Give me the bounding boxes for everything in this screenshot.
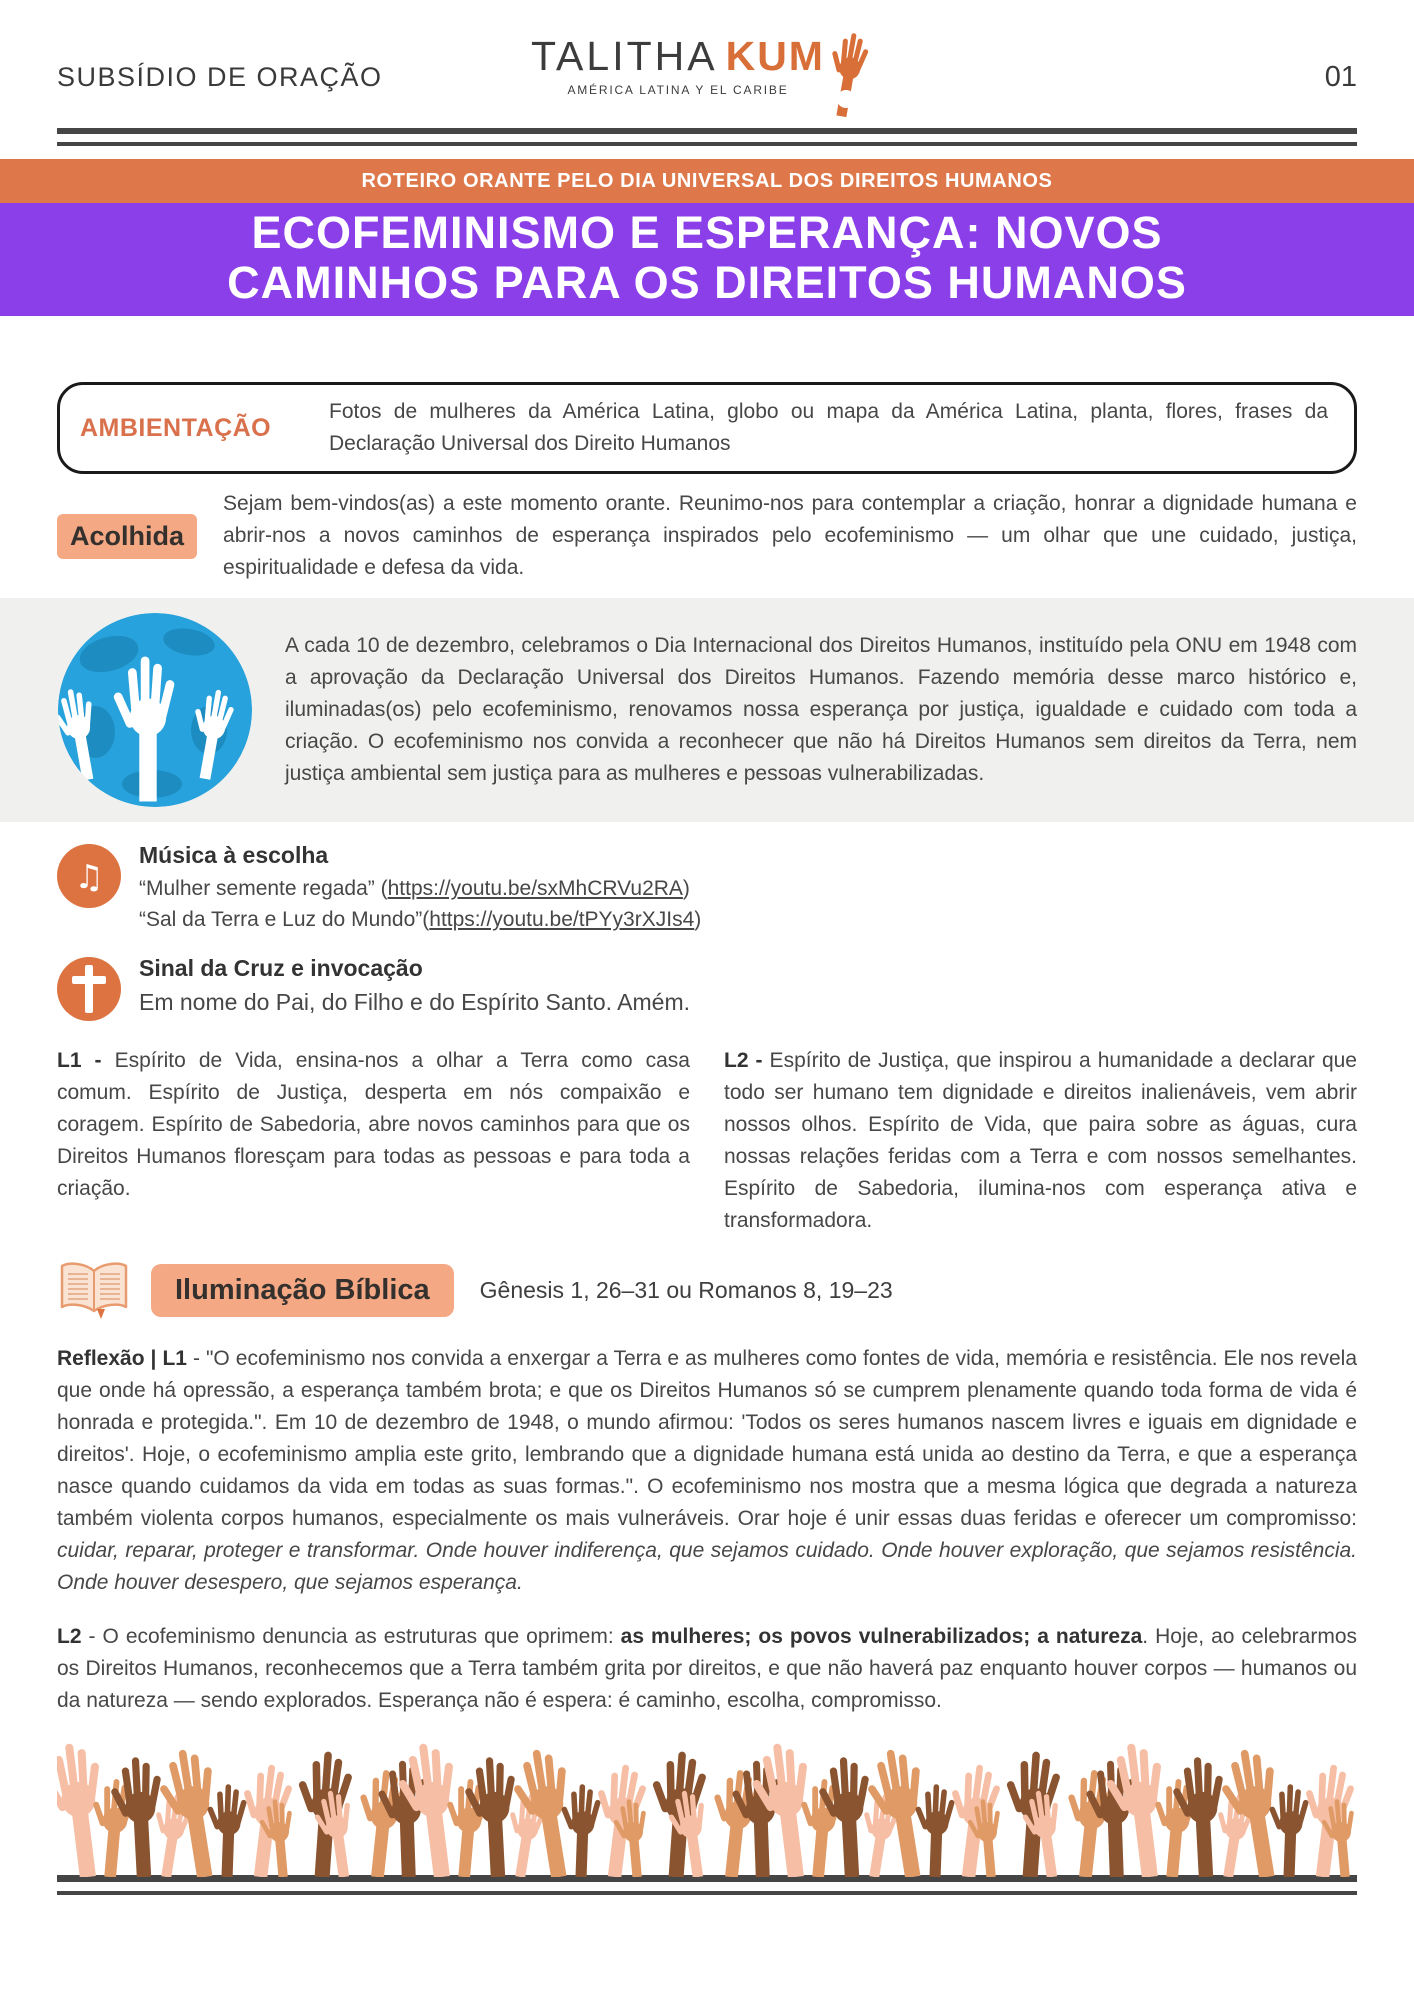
intro-text: A cada 10 de dezembro, celebramos o Dia Internacional dos Direitos Humanos, instituído pela ONU em 1948 com a aprovação da Declaração Universal dos Direitos Humanos. Fazendo memória desse marco histórico e, iluminadas(os) pelo ecofeminismo, renovamos nossa esperança por justiça, igualdade e cuidado com toda a criação. O ecofeminismo nos convida a reconhecer que não há Direitos Humanos sem direitos da Terra, nem justiça ambiental sem justiça para as mulheres e pessoas vulnerabilizadas. (285, 634, 1357, 785)
sign-of-cross-title: Sinal da Cruz e invocação (139, 955, 423, 981)
illumination-label: Iluminação Bíblica (151, 1264, 454, 1317)
l2-final-label: L2 (57, 1625, 82, 1648)
invocation-l1-text: Espírito de Vida, ensina-nos a olhar a Terra como casa comum. Espírito de Justiça, desperta em nós compaixão e coragem. Espírito de Sabedoria, abre novos caminhos para que os Direitos Humanos floresçam para todas as pessoas e para toda a criação. (57, 1049, 690, 1200)
music-content (139, 842, 701, 935)
globe-hands-image (57, 612, 253, 808)
reflection-paragraph (57, 1343, 1357, 1599)
music-note-icon: ♫ (57, 844, 121, 908)
logo-wordmark (531, 33, 825, 97)
invocation-l2-label: L2 - (724, 1049, 763, 1072)
logo-subtitle: AMÉRICA LATINA Y EL CARIBE (567, 83, 789, 97)
cross-icon (57, 957, 121, 1021)
acolhida-text: Sejam bem-vindos(as) a este momento orante. Reunimo-nos para contemplar a criação, honrar a dignidade humana e abrir-nos a novos caminhos de esperança inspirados pelo ecofeminismo — um olhar que une cuidado, justiça, espiritualidade e defesa da vida. (223, 492, 1357, 579)
logo-word-kum: KUM (725, 33, 825, 79)
music-title: Música à escolha (139, 842, 329, 868)
intro-section (0, 598, 1414, 822)
raised-hands-illustration (0, 1727, 1414, 1877)
song-1-name: “Mulher semente regada” ( (139, 877, 388, 900)
scripture-reference: Gênesis 1, 26–31 ou Romanos 8, 19–23 (479, 1276, 893, 1303)
acolhida-label: Acolhida (57, 514, 197, 559)
ambientacao-box (57, 382, 1357, 474)
reflection-text-italic: cuidar, reparar, proteger e transformar. Onde houver indiferença, que sejamos cuidado. Onde houver exploração, que sejamos resistência. Onde houver desespero, que sejamos esperança. (57, 1539, 1357, 1594)
title-line-2: CAMINHOS PARA OS DIREITOS HUMANOS (227, 257, 1187, 308)
sign-of-cross-section (57, 955, 1357, 1021)
sign-of-cross-content (139, 955, 690, 1018)
song-1-close: ) (682, 877, 690, 900)
music-section (57, 842, 1357, 935)
doc-type-label: SUBSÍDIO DE ORAÇÃO (57, 61, 383, 92)
title-line-1: ECOFEMINISMO E ESPERANÇA: NOVOS (251, 207, 1163, 258)
song-line-1 (139, 873, 701, 904)
invocation-l1 (57, 1045, 690, 1237)
page-header (0, 0, 1414, 128)
header-rule-bottom (57, 142, 1357, 146)
invocation-l1-label: L1 - (57, 1049, 102, 1072)
ambientacao-text: Fotos de mulheres da América Latina, globo ou mapa da América Latina, planta, flores, frases da Declaração Universal dos Direito Humanos (329, 400, 1328, 455)
biblical-illumination-section (57, 1259, 1357, 1321)
hand-logo-icon (821, 25, 883, 121)
invocation-l2 (724, 1045, 1357, 1237)
header-rule-top (57, 128, 1357, 134)
footer-rule-bottom (57, 1891, 1357, 1895)
open-book-icon (57, 1259, 131, 1321)
logo-word-talitha: TALITHA (531, 33, 718, 79)
song-1-link[interactable]: https://youtu.be/sxMhCRVu2RA (387, 877, 683, 900)
reflection-label: Reflexão | L1 (57, 1347, 187, 1370)
ambientacao-label: AMBIENTAÇÃO (80, 413, 272, 442)
song-line-2 (139, 904, 701, 935)
song-2-close: ) (694, 908, 702, 931)
footer-rule-top (57, 1875, 1357, 1882)
l2-final-bold-text: as mulheres; os povos vulnerabilizados; a natureza (620, 1625, 1143, 1648)
page-number: 01 (1324, 60, 1358, 93)
sign-of-cross-text: Em nome do Pai, do Filho e do Espírito Santo. Amém. (139, 989, 691, 1015)
song-2-link[interactable]: https://youtu.be/tPYy3rXJIs4 (429, 908, 695, 931)
acolhida-section (57, 488, 1357, 584)
kicker-banner: ROTEIRO ORANTE PELO DIA UNIVERSAL DOS DIREITOS HUMANOS (0, 159, 1414, 203)
l2-final-text-1: - O ecofeminismo denuncia as estruturas que oprimem: (81, 1625, 621, 1648)
title-banner (0, 203, 1414, 316)
reflection-text: - "O ecofeminismo nos convida a enxergar a Terra e as mulheres como fontes de vida, memória e resistência. Ele nos revela que onde há opressão, a esperança também brota; e que os Direitos Humanos só se cumprem plenamente quando toda forma de vida é honrada e protegida.". Em 10 de dezembro de 1948, o mundo afirmou: 'Todos os seres humanos nascem livres e iguais em dignidade e direitos'. Hoje, o ecofeminismo amplia este grito, lembrando que a dignidade humana está unida ao destino da Terra, e que a esperança nasce quando cuidamos da vida em todas as suas formas.". O ecofeminismo nos mostra que a mesma lógica que degrada a natureza também violenta corpos humanos, especialmente os mais vulneráveis. Orar hoje é unir essas duas feridas e oferecer um compromisso: (57, 1347, 1357, 1530)
l2-final-text-2: . Hoje, ao celebrarmos os Direitos Humanos, reconhecemos que a Terra também grita por direitos, e que não haverá paz enquanto houver corpos — humanos ou da natureza — sendo explorados. Esperança não é espera: é caminho, escolha, compromisso. (57, 1625, 1358, 1712)
invocation-l2-text: Espírito de Justiça, que inspirou a humanidade a declarar que todo ser humano tem dignidade e direitos inalienáveis, vem abrir nossos olhos. Espírito de Vida, que paira sobre as águas, cura nossas relações feridas com a Terra e com nossos semelhantes. Espírito de Sabedoria, ilumina-nos com esperança ativa e transformadora. (724, 1049, 1357, 1232)
talitha-kum-logo (531, 33, 883, 121)
l2-final-paragraph (57, 1621, 1357, 1717)
song-2-name: “Sal da Terra e Luz do Mundo”( (139, 908, 430, 931)
invocations-columns (57, 1045, 1357, 1237)
